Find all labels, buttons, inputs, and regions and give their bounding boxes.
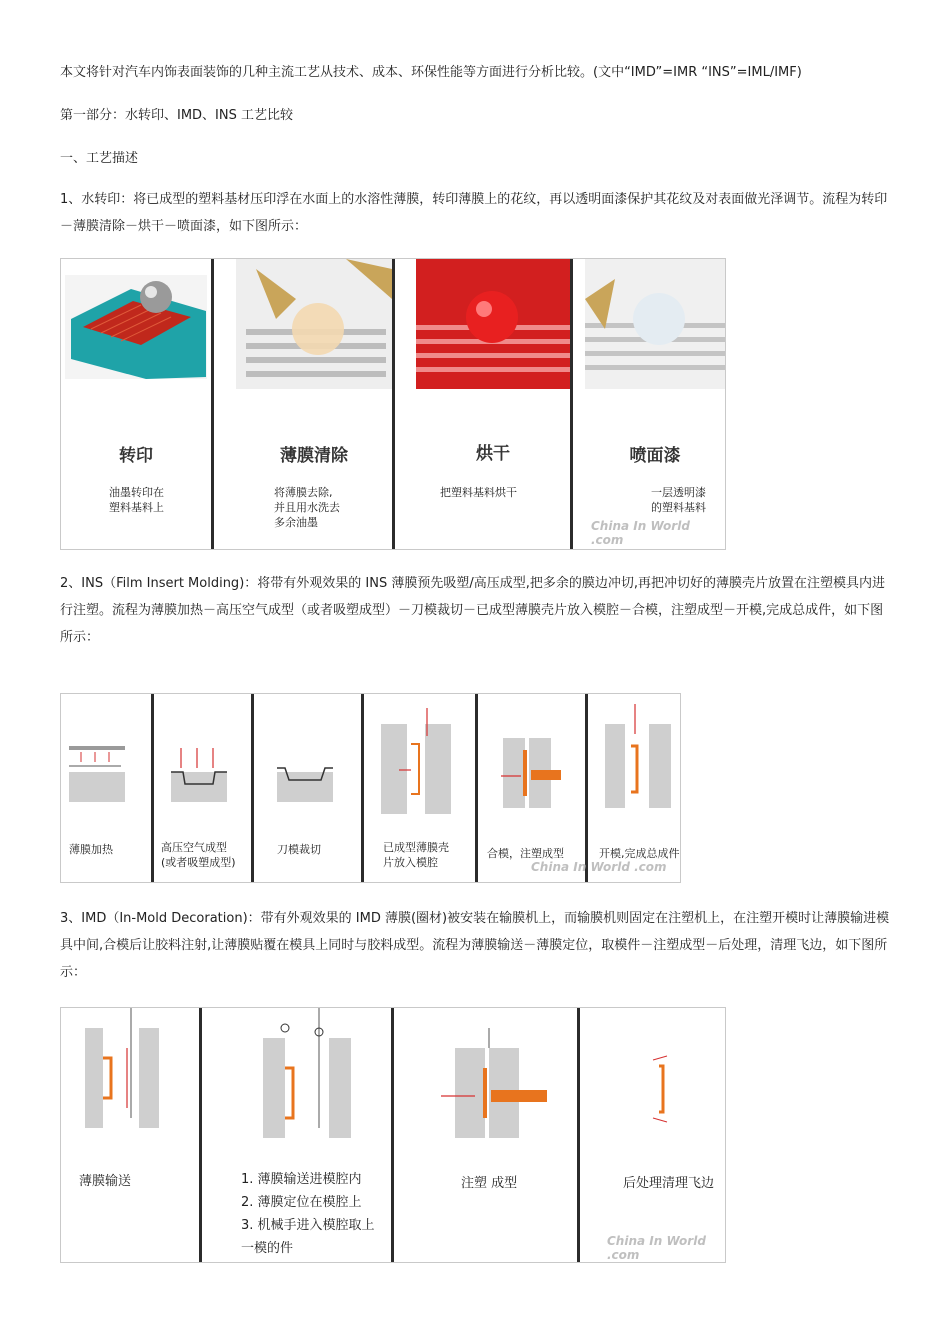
caption-clamp-inject: 合模，注塑成型 [487,847,564,860]
transfer-illustration [61,259,211,389]
panel-die-cutting [257,694,357,882]
post-processing-illustration [599,1008,725,1148]
spray-coat-illustration [585,259,725,389]
caption-film-feeding: 薄膜输送 [79,1174,132,1189]
caption-film-positioning: 1. 薄膜输送进模腔内 2. 薄膜定位在模腔上 3. 机械手进入模腔取上 一模的件 [241,1172,375,1256]
separator [361,694,364,882]
panel-caption-film-removal: 将薄膜去除, 并且用水洗去 多余油墨 [274,486,340,529]
open-mold-illustration [591,694,680,834]
figure-imd [60,1007,726,1263]
intro-paragraph: 本文将针对汽车内饰表面装饰的几种主流工艺从技术、成本、环保性能等方面进行分析比较。(文中“IMD”=IMR “INS”=IML/IMF) [60,65,802,80]
para-water-transfer: 1、水转印：将已成型的塑料基材压印浮在水面上的水溶性薄膜，转印薄膜上的花纹，再以透明面漆保护其花纹及对表面做光泽调节。流程为转印－薄膜清除－烘干－喷面漆，如下图所示： [60,192,888,234]
separator [251,694,254,882]
caption-die-cutting: 刀模裁切 [277,843,321,856]
separator [211,259,214,549]
caption-film-heating: 薄膜加热 [69,843,113,856]
para-imd: 3、IMD（In-Mold Decoration)：带有外观效果的 IMD 薄膜(圈材)被安装在输膜机上，而输膜机则固定在注塑机上，在注塑开模时让薄膜输进模具中间,合模后让胶料注射,让薄膜贴覆在模具上同时与胶料成型。流程为薄膜输送－薄膜定位，取模件－注塑成型－后处理，清理飞边，如下图所示： [60,911,890,980]
caption-open-mold: 开模,完成总成件 [599,847,680,860]
para-ins: 2、INS（Film Insert Molding)：将带有外观效果的 INS 薄膜预先吸塑/高压成型,把多余的膜边冲切,再把冲切好的薄膜壳片放置在注塑模具内进行注塑。流程为薄膜加热－高压空气成型（或者吸塑成型）－刀模裁切－已成型薄膜壳片放入模腔－合模，注塑成型－开模,完成总成件，如下图所示： [60,576,885,645]
separator [577,1008,580,1262]
panel-title-film-removal: 薄膜清除 [280,446,348,466]
panel-film-feeding [61,1008,195,1262]
watermark: China In World .com [531,860,667,874]
film-removal-illustration [236,259,392,389]
clamp-inject-illustration [481,694,577,834]
injection-molding-illustration [415,1008,573,1148]
panel-open-mold [531,694,680,882]
panel-clamp-inject [481,694,577,882]
panel-title-spray-coat: 喷面漆 [629,446,681,466]
die-cutting-illustration [257,694,357,814]
film-heating-illustration [61,694,143,814]
separator [199,1008,202,1262]
part-heading: 第一部分：水转印、IMD、INS 工艺比较 [60,108,294,123]
caption-high-pressure-forming: 高压空气成型 (或者吸塑成型) [161,841,236,869]
panel-post-processing [599,1008,725,1262]
panel-injection-molding [415,1008,573,1262]
panel-film-heating [61,694,143,882]
panel-title-transfer: 转印 [119,446,153,466]
film-feeding-illustration [61,1008,195,1148]
figure-water-transfer [60,258,726,550]
caption-injection-molding: 注塑 成型 [461,1176,518,1191]
high-pressure-forming-illustration [157,694,247,814]
panel-film-removal [236,259,392,549]
watermark: China In World .com [607,1234,706,1262]
panel-spray-coat [585,259,725,549]
film-positioning-illustration [223,1008,391,1158]
separator [391,1008,394,1262]
panel-transfer [61,259,211,549]
section-heading: 一、工艺描述 [60,151,139,166]
separator [570,259,573,549]
separator [151,694,154,882]
panel-title-drying: 烘干 [476,444,510,464]
figure-ins [60,693,681,883]
watermark: China In World .com [591,519,690,547]
separator [475,694,478,882]
separator [392,259,395,549]
panel-high-pressure-forming [157,694,247,882]
panel-insert-shell [367,694,471,882]
separator [585,694,588,882]
insert-shell-illustration [367,694,471,834]
drying-illustration [416,259,570,389]
panel-caption-spray-coat: 一层透明漆 的塑料基料 [651,486,706,514]
panel-film-positioning [223,1008,391,1262]
caption-post-processing: 后处理清理飞边 [623,1176,715,1191]
panel-caption-transfer: 油墨转印在 塑料基料上 [109,486,164,514]
panel-drying [416,259,570,549]
caption-insert-shell: 已成型薄膜壳 片放入模腔 [383,841,449,869]
panel-caption-drying: 把塑料基料烘干 [440,486,517,499]
